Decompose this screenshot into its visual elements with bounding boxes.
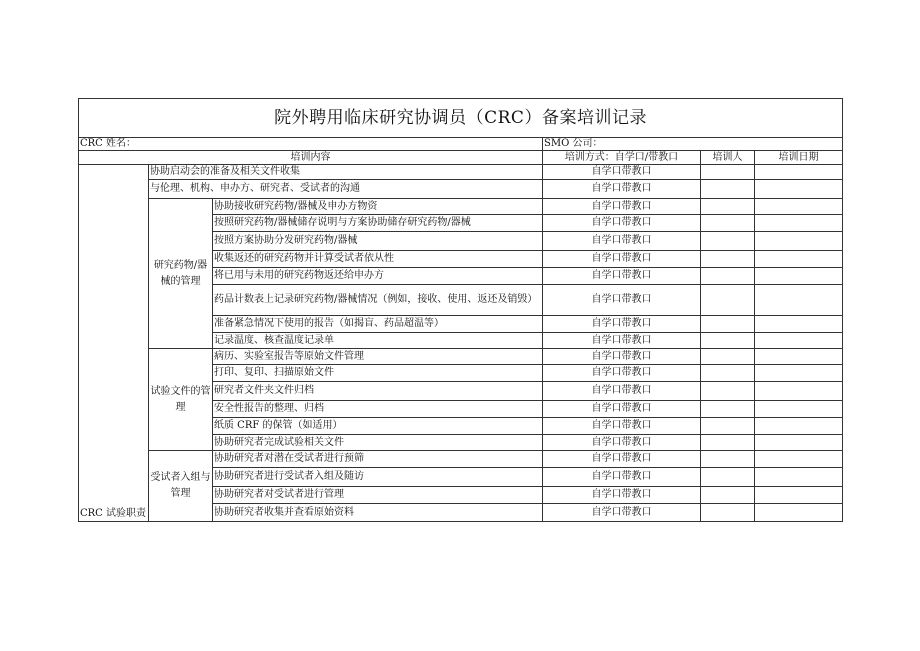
training-method-checkbox[interactable]: 自学口带教口 xyxy=(543,199,701,215)
training-method-checkbox[interactable]: 自学口带教口 xyxy=(543,316,701,333)
training-date-cell[interactable] xyxy=(755,285,843,316)
training-item-text: 准备紧急情况下使用的报告（如揭盲、药品超温等） xyxy=(213,316,543,333)
trainer-cell[interactable] xyxy=(701,418,755,435)
training-date-cell[interactable] xyxy=(755,232,843,251)
training-date-cell[interactable] xyxy=(755,316,843,333)
training-method-checkbox[interactable]: 自学口带教口 xyxy=(543,401,701,418)
title-row xyxy=(79,99,843,138)
trainer-cell[interactable] xyxy=(701,435,755,451)
training-date-cell[interactable] xyxy=(755,401,843,418)
trainer-cell[interactable] xyxy=(701,285,755,316)
training-method-checkbox[interactable]: 自学口带教口 xyxy=(543,382,701,401)
group-label: 试验文件的管理 xyxy=(149,349,213,451)
training-date-cell[interactable] xyxy=(755,487,843,504)
section-label: CRC 试验职责 xyxy=(79,165,149,522)
training-item-text: 协助研究者对受试者进行管理 xyxy=(213,487,543,504)
training-method-checkbox[interactable]: 自学口带教口 xyxy=(543,251,701,268)
trainer-cell[interactable] xyxy=(701,468,755,487)
training-date-cell[interactable] xyxy=(755,468,843,487)
header-date: 培训日期 xyxy=(755,151,843,165)
crc-name-field[interactable]: CRC 姓名： xyxy=(79,138,543,151)
training-method-checkbox[interactable]: 自学口带教口 xyxy=(543,285,701,316)
trainer-cell[interactable] xyxy=(701,487,755,504)
training-date-cell[interactable] xyxy=(755,333,843,349)
training-date-cell[interactable] xyxy=(755,349,843,365)
training-date-cell[interactable] xyxy=(755,180,843,199)
training-item-text: 病历、实验室报告等原始文件管理 xyxy=(213,349,543,365)
training-item-text: 收集返还的研究药物并计算受试者依从性 xyxy=(213,251,543,268)
trainer-cell[interactable] xyxy=(701,251,755,268)
training-row xyxy=(79,165,843,180)
training-record-table xyxy=(78,98,843,522)
training-method-checkbox[interactable]: 自学口带教口 xyxy=(543,333,701,349)
training-method-checkbox[interactable]: 自学口带教口 xyxy=(543,349,701,365)
training-date-cell[interactable] xyxy=(755,165,843,180)
training-method-checkbox[interactable]: 自学口带教口 xyxy=(543,418,701,435)
training-record-document xyxy=(78,98,842,522)
trainer-cell[interactable] xyxy=(701,180,755,199)
training-method-checkbox[interactable]: 自学口带教口 xyxy=(543,487,701,504)
training-item-text: 研究者文件夹文件归档 xyxy=(213,382,543,401)
training-item-text: 打印、复印、扫描原始文件 xyxy=(213,365,543,382)
training-item-text: 药品计数表上记录研究药物/器械情况（例如，接收、使用、返还及销毁） xyxy=(213,285,543,316)
training-date-cell[interactable] xyxy=(755,418,843,435)
trainer-cell[interactable] xyxy=(701,382,755,401)
training-method-checkbox[interactable]: 自学口带教口 xyxy=(543,232,701,251)
trainer-cell[interactable] xyxy=(701,365,755,382)
smo-company-field[interactable]: SMO 公司： xyxy=(543,138,843,151)
trainer-cell[interactable] xyxy=(701,451,755,468)
training-method-checkbox[interactable]: 自学口带教口 xyxy=(543,180,701,199)
trainer-cell[interactable] xyxy=(701,504,755,522)
training-date-cell[interactable] xyxy=(755,435,843,451)
document-title: 院外聘用临床研究协调员（CRC）备案培训记录 xyxy=(79,99,843,138)
training-item-text: 将已用与未用的研究药物返还给申办方 xyxy=(213,268,543,285)
header-row xyxy=(79,151,843,165)
training-item-text: 纸质 CRF 的保管（如适用） xyxy=(213,418,543,435)
group-label: 研究药物/器械的管理 xyxy=(149,199,213,349)
training-method-checkbox[interactable]: 自学口带教口 xyxy=(543,435,701,451)
training-item-text: 协助接收研究药物/器械及申办方物资 xyxy=(213,199,543,215)
group-label: 受试者入组与管理 xyxy=(149,451,213,522)
training-item-text: 按照研究药物/器械储存说明与方案协助储存研究药物/器械 xyxy=(213,215,543,232)
info-row xyxy=(79,138,843,151)
header-content: 培训内容 xyxy=(79,151,543,165)
header-method: 培训方式：自学口/带教口 xyxy=(543,151,701,165)
training-item-text: 协助研究者对潜在受试者进行预筛 xyxy=(213,451,543,468)
trainer-cell[interactable] xyxy=(701,232,755,251)
trainer-cell[interactable] xyxy=(701,316,755,333)
training-item-text: 与伦理、机构、申办方、研究者、受试者的沟通 xyxy=(149,180,543,199)
trainer-cell[interactable] xyxy=(701,165,755,180)
training-item-text: 协助启动会的准备及相关文件收集 xyxy=(149,165,543,180)
training-item-text: 协助研究者进行受试者入组及随访 xyxy=(213,468,543,487)
trainer-cell[interactable] xyxy=(701,349,755,365)
header-trainer: 培训人 xyxy=(701,151,755,165)
trainer-cell[interactable] xyxy=(701,401,755,418)
training-item-text: 协助研究者收集并查看原始资料 xyxy=(213,504,543,522)
training-method-checkbox[interactable]: 自学口带教口 xyxy=(543,215,701,232)
training-method-checkbox[interactable]: 自学口带教口 xyxy=(543,468,701,487)
training-date-cell[interactable] xyxy=(755,382,843,401)
training-method-checkbox[interactable]: 自学口带教口 xyxy=(543,451,701,468)
training-date-cell[interactable] xyxy=(755,268,843,285)
training-method-checkbox[interactable]: 自学口带教口 xyxy=(543,504,701,522)
training-row xyxy=(79,180,843,199)
trainer-cell[interactable] xyxy=(701,333,755,349)
training-row xyxy=(79,451,843,468)
training-date-cell[interactable] xyxy=(755,199,843,215)
training-date-cell[interactable] xyxy=(755,504,843,522)
training-date-cell[interactable] xyxy=(755,251,843,268)
training-date-cell[interactable] xyxy=(755,451,843,468)
trainer-cell[interactable] xyxy=(701,199,755,215)
training-row xyxy=(79,349,843,365)
trainer-cell[interactable] xyxy=(701,268,755,285)
training-method-checkbox[interactable]: 自学口带教口 xyxy=(543,165,701,180)
training-method-checkbox[interactable]: 自学口带教口 xyxy=(543,365,701,382)
trainer-cell[interactable] xyxy=(701,215,755,232)
training-date-cell[interactable] xyxy=(755,365,843,382)
training-row xyxy=(79,199,843,215)
training-date-cell[interactable] xyxy=(755,215,843,232)
training-item-text: 协助研究者完成试验相关文件 xyxy=(213,435,543,451)
training-item-text: 按照方案协助分发研究药物/器械 xyxy=(213,232,543,251)
training-item-text: 记录温度、核查温度记录单 xyxy=(213,333,543,349)
training-item-text: 安全性报告的整理、归档 xyxy=(213,401,543,418)
training-method-checkbox[interactable]: 自学口带教口 xyxy=(543,268,701,285)
